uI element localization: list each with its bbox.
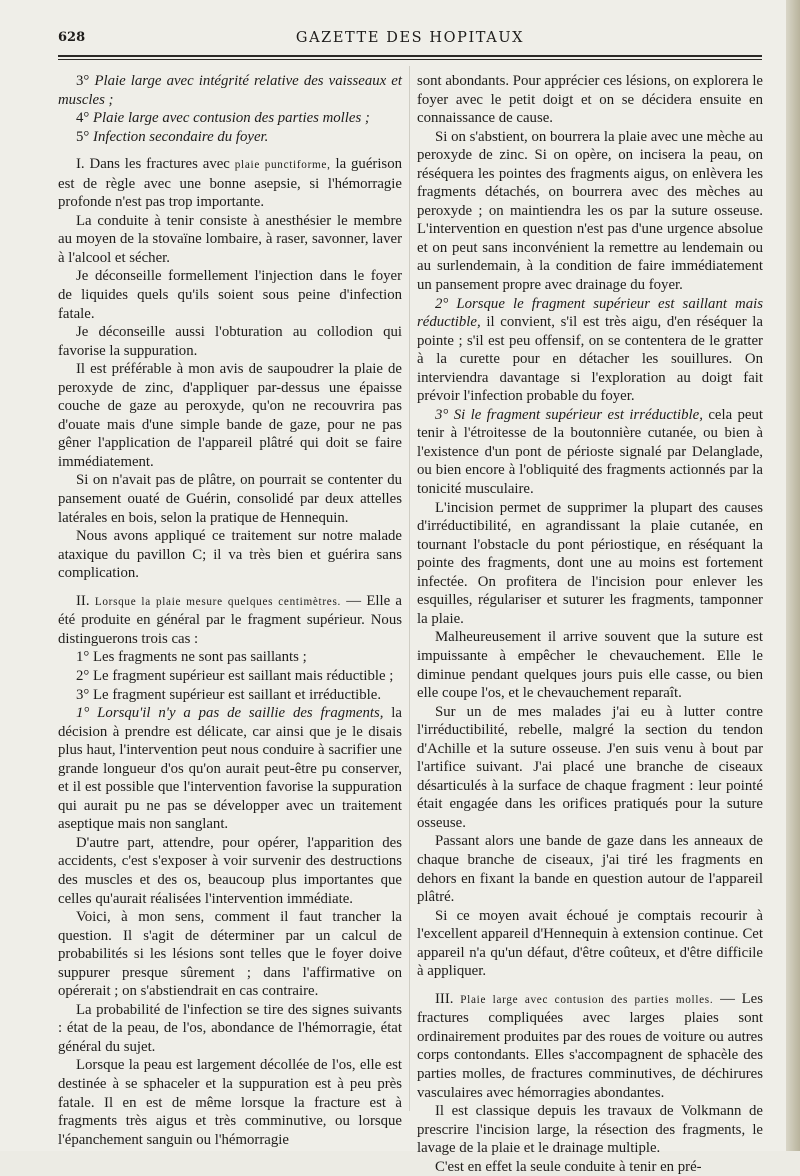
list-number: 3° <box>76 73 95 89</box>
paragraph: Nous avons appliqué ce traitement sur notre malade ataxique du pavillon C; il va très bien et guérira sans complication. <box>58 528 402 582</box>
paragraph-text: il convient, s'il est très aigu, d'en réséquer la pointe ; s'il est peu offensif, on se contentera de le gratter à la curette pour en détacher les souillures. On interviendra davantage si l'exploration au doigt fait prévoir l'infection probable du foyer. <box>417 314 763 405</box>
list-text: Infection secondaire du foyer. <box>93 128 269 145</box>
paragraph-text: la décision à prendre est délicate, car ainsi que je le disais plus haut, l'intervention peut nous conduire à sacrifier une grande longueur d'os qu'on aurait peut-être pu conserver, et il est possible que l'intervention favorise la suppuration qui aurait pu ne pas se développer avec un traitement aseptique mais non sanglant. <box>58 705 402 833</box>
journal-title: GAZETTE DES HOPITAUX <box>295 30 525 46</box>
list-item: 3° Le fragment supérieur est saillant et irréductible. <box>76 686 382 703</box>
paragraph: La conduite à tenir consiste à anesthésier le membre au moyen de la stovaïne lombaire, à raser, savonner, laver à l'alcool et sécher. <box>58 212 402 266</box>
paragraph: Je déconseille aussi l'obturation au collodion qui favorise la suppuration. <box>58 324 402 359</box>
paragraph: Lorsque la peau est largement décollée de l'os, elle est destinée à se sphaceler et la suppuration est à peu près fatale. Il en est de même lorsque la fracture est à fragments très aigus et très comminutive, ou lorsque l'épanchement sanguin ou l'hémorragie <box>58 1057 402 1148</box>
list-text: Plaie large avec contusion des parties molles ; <box>93 110 370 127</box>
paragraph: Si ce moyen avait échoué je comptais recourir à l'excellent appareil d'Hennequin à extension continue. Cet appareil n'a qu'un défaut, d'être coûteux, et d'être difficile à appliquer. <box>417 907 763 980</box>
paragraph <box>417 406 763 499</box>
paragraph: Passant alors une bande de gaze dans les anneaux de chaque branche de ciseaux, j'ai tiré les fragments en dehors en fixant la bande en question autour de l'appareil plâtré. <box>417 833 763 906</box>
paragraph-text: la guérison est de règle avec une bonne asepsie, si l'hémorragie profonde n'est pas trop importante. <box>58 156 402 211</box>
section-title: Lorsque la plaie mesure quelques centimètres. <box>94 595 341 608</box>
list-item <box>58 72 402 109</box>
header-rule-thick <box>58 55 762 57</box>
paragraph: L'incision permet de supprimer la plupart des causes d'irréductibilité, en agrandissant la plaie cutanée, en tournant l'obstacle du pont périostique, en réséquant la pointe des fragments, dont une au moins est fortement infectée. On profitera de l'incision pour enlever les esquilles, régulariser et suturer les fragments, tamponner la plaie. <box>417 499 763 627</box>
paragraph: Si on n'avait pas de plâtre, on pourrait se contenter du pansement ouaté de Guérin, consolidé par deux attelles latérales en bois, selon la pratique de Hennequin. <box>58 472 402 526</box>
paragraph: La probabilité de l'infection se tire des signes suivants : état de la peau, de l'os, abondance de l'hémorragie, état général du sujet. <box>58 1001 402 1055</box>
paragraph: Si on s'abstient, on bourrera la plaie avec une mèche au peroxyde de zinc. Si on opère, on incisera la peau, on réséquera les pointes des fragments aigus, on enlèvera les fragments détachés, on bourrera avec des mèches au peroxyde ; on maintiendra les os par la suture osseuse. L'intervention en question n'est pas d'une urgence absolue et on peut sans inconvénient la remettre au lendemain ou au surlendemain, à la condition de faire immédiatement un pansement propre avec drainage du foyer. <box>417 128 763 294</box>
section-heading-paragraph <box>58 155 402 212</box>
column-divider <box>409 66 410 1111</box>
paragraph: C'est en effet la seule conduite à tenir en pré- <box>435 1158 702 1175</box>
section-heading-paragraph <box>417 990 763 1102</box>
left-column <box>58 72 402 1149</box>
list-item <box>58 109 402 128</box>
section-title: plaie punctiforme, <box>234 159 331 172</box>
section-title: Plaie large avec contusion des parties molles. <box>460 993 714 1006</box>
case-heading: 2° Lorsque le fragment supérieur est saillant mais réductible, <box>417 295 763 331</box>
paragraph: sont abondants. Pour apprécier ces lésions, on explorera le foyer avec le petit doigt et on se décidera ensuite en connaissance de cause. <box>417 73 763 127</box>
paragraph: Sur un de mes malades j'ai eu à lutter contre l'irréductibilité, rebelle, malgré la section du tendon d'Achille et la suture osseuse. J'en suis venu à bout par l'artifice suivant. J'ai placé une branche de ciseaux désarticulés à la surface de chaque fragment : leur pointé était engagée dans les orifices pratiqués pour la suture osseuse. <box>417 703 763 831</box>
case-heading: 3° Si le fragment supérieur est irréductible, <box>435 406 703 423</box>
page-number: 628 <box>58 30 86 45</box>
section-number: III. <box>435 990 461 1007</box>
binding-edge <box>786 0 800 1151</box>
header-rule-thin <box>58 59 762 60</box>
paragraph-text: — Elle a été produite en général par le fragment supérieur. Nous distinguerons trois cas : <box>58 592 402 647</box>
paragraph-text: — Les fractures compliquées avec larges plaies sont ordinairement produites par des roues de voiture ou autres corps contondants. Elles s'accompagnent de sphacèle des parties molles, de fractures comminutives, de déchirures vasculaires avec hémorragies abondantes. <box>417 990 764 1101</box>
list-item <box>58 128 402 147</box>
paragraph: Malheureusement il arrive souvent que la suture est impuissante à empêcher le chevauchement. Elle le diminue pendant quelques jours puis elle casse, ou bien elle coupe l'os, et le chevauchement reparaît. <box>417 629 763 702</box>
section-heading-paragraph <box>58 592 402 649</box>
list-text: Plaie large avec intégrité relative des vaisseaux et muscles ; <box>58 73 402 108</box>
paragraph: Voici, à mon sens, comment il faut trancher la question. Il s'agit de déterminer par un calcul de probabilités si les lésions sont telles que le foyer doive suppurer presque sûrement ; dans l'affirmative on opérerait ; on s'abstiendrait en cas contraire. <box>58 909 402 1000</box>
list-item: 1° Les fragments ne sont pas saillants ; <box>76 649 307 666</box>
right-column <box>417 72 763 1176</box>
paragraph <box>58 704 402 834</box>
section-number: II. <box>76 592 95 609</box>
list-item: 2° Le fragment supérieur est saillant mais réductible ; <box>76 667 394 684</box>
section-number: I. Dans les fractures avec <box>76 156 235 173</box>
page-header <box>58 30 762 52</box>
list-number: 5° <box>76 128 94 145</box>
paragraph: Il est classique depuis les travaux de Volkmann de prescrire l'incision large, la résection des fragments, le lavage de la plaie et le drainage multiple. <box>417 1103 763 1157</box>
paragraph: Je déconseille formellement l'injection dans le foyer de liquides quels qu'ils soient sous peine d'infection fatale. <box>58 268 402 322</box>
paragraph: D'autre part, attendre, pour opérer, l'apparition des accidents, c'est s'exposer à voir survenir des destructions des muscles et des os, beaucoup plus importantes que celles qu'aurait réalisées l'intervention immédiate. <box>58 834 402 907</box>
paragraph: Il est préférable à mon avis de saupoudrer la plaie de peroxyde de zinc, d'appliquer par-dessus une épaisse couche de gaze au peroxyde, qu'on ne recouvrira pas d'ouate mais d'une simple bande de gaze, pour ne pas gêner l'application de l'appareil plâtré qui doit se faire immédiatement. <box>58 361 402 470</box>
paragraph <box>417 295 763 406</box>
paragraph-text: cela peut tenir à l'étroitesse de la boutonnière cutanée, ou bien à l'existence d'un pont de périoste signalé par Delanglade, ou bien encore à l'obliquité des fragments actionnés par la tonicité musculaire. <box>417 406 763 498</box>
case-heading: 1° Lorsqu'il n'y a pas de saillie des fragments, <box>76 705 384 722</box>
list-number: 4° <box>76 110 94 127</box>
